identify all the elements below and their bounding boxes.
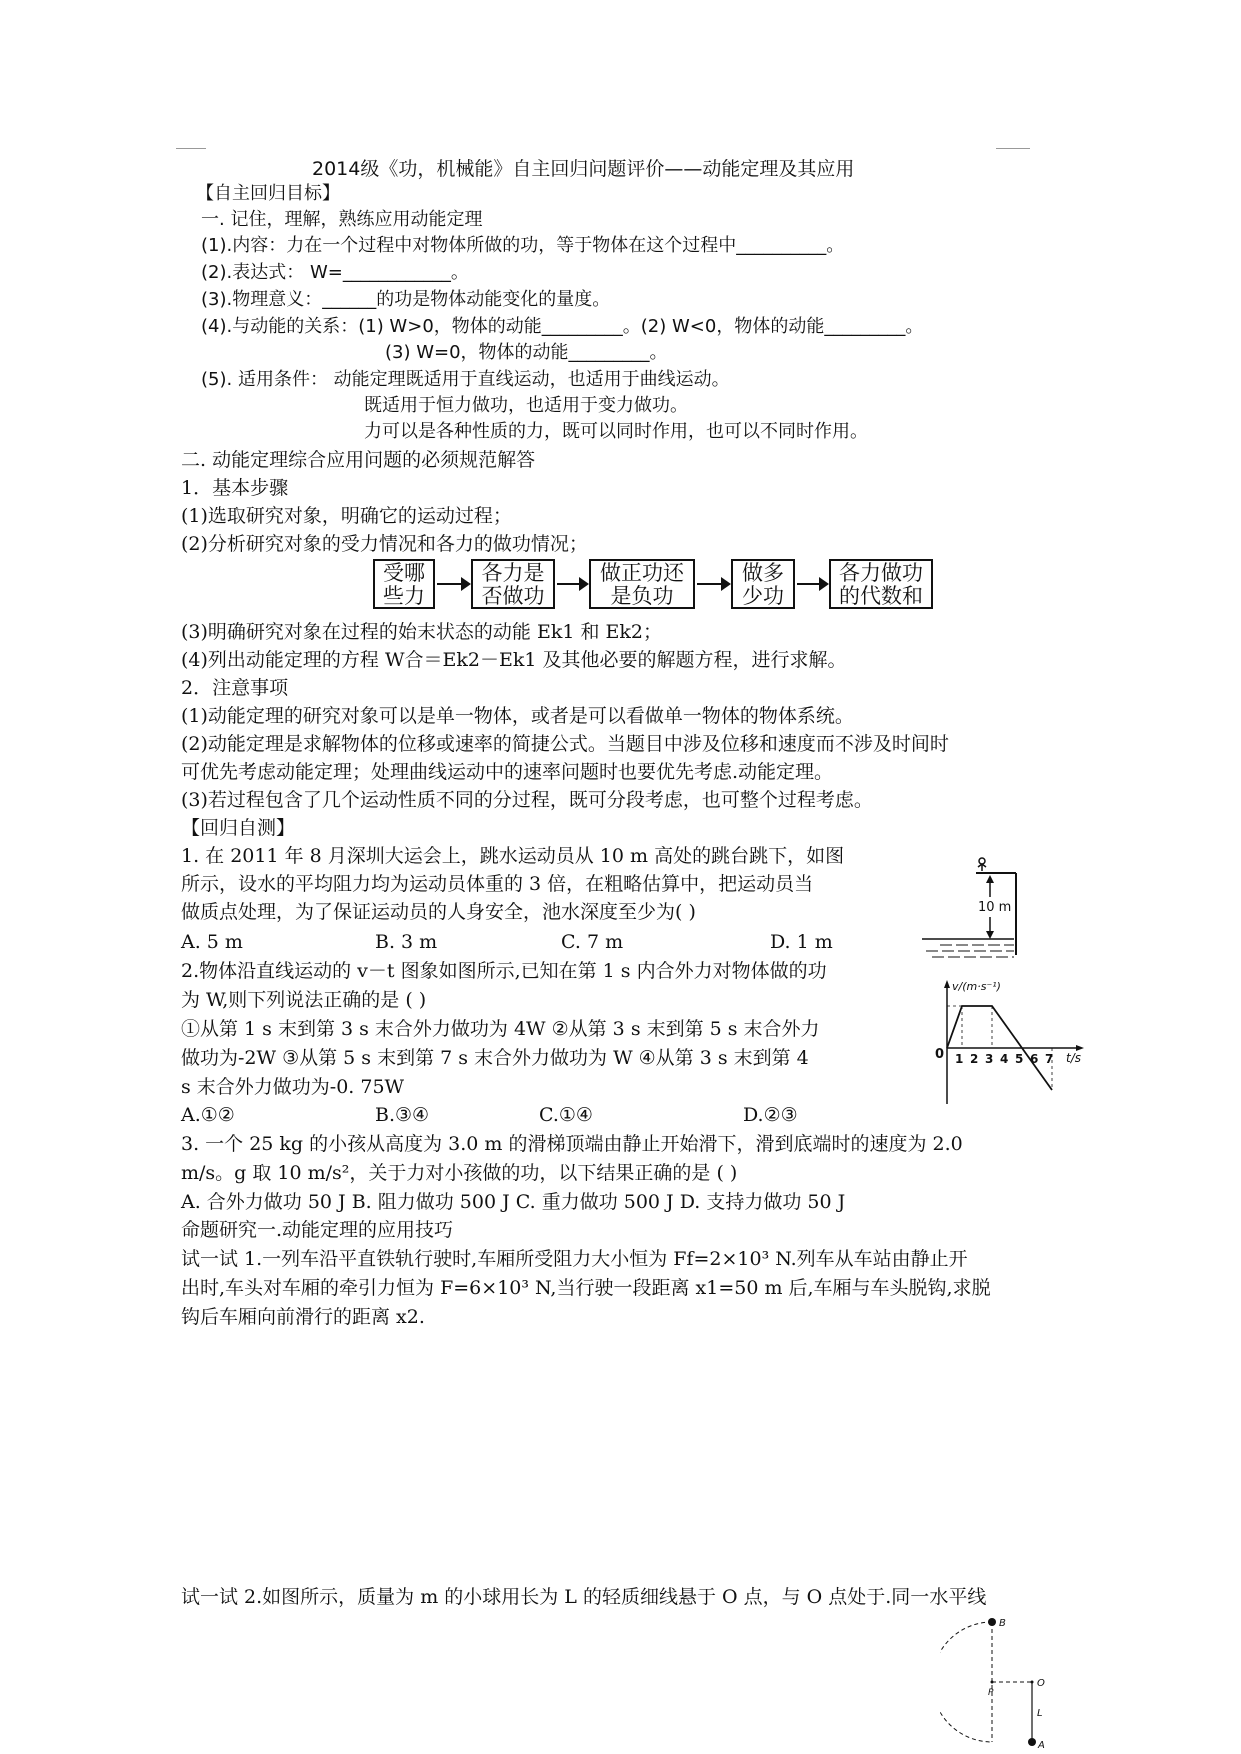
- note-1: (1)动能定理的研究对象可以是单一物体，或者是可以看做单一物体的物体系统。: [181, 705, 854, 727]
- flow-arrow: [557, 583, 587, 585]
- steps-flowchart: [373, 559, 923, 613]
- try1-line-a: 试一试 1.一列车沿平直铁轨行驶时,车厢所受阻力大小恒为 Ff=2×10³ N.列车从车站由静止开: [181, 1248, 968, 1270]
- q1-option-d: D. 1 m: [770, 931, 833, 953]
- page-title: 2014级《功，机械能》自主回归问题评价——动能定理及其应用: [312, 158, 855, 180]
- flow-box-1: 受哪 些力: [373, 559, 435, 609]
- label-o: O: [1037, 1678, 1045, 1689]
- section-goal: 【自主回归目标】: [196, 183, 340, 204]
- q2-line-e: s 末合外力做功为-0. 75W: [181, 1076, 405, 1098]
- q2-tick-4: 4: [1000, 1052, 1009, 1066]
- try2-pendulum-figure: [940, 1608, 1050, 1754]
- header-rule-right: [996, 148, 1030, 149]
- goal-1: 一. 记住，理解，熟练应用动能定理: [201, 209, 483, 230]
- q1-option-a: A. 5 m: [181, 931, 243, 953]
- q2-xlabel: t/s: [1066, 1051, 1081, 1065]
- q2-tick-3: 3: [985, 1052, 994, 1066]
- q2-line-b: 为 W,则下列说法正确的是 ( ): [181, 989, 427, 1011]
- q1-line-a: 1. 在 2011 年 8 月深圳大运会上，跳水运动员从 10 m 高处的跳台跳下，如图: [181, 845, 845, 867]
- try1-line-b: 出时,车头对车厢的牵引力恒为 F=6×10³ N,当行驶一段距离 x1=50 m 后,车厢与车头脱钩,求脱: [181, 1277, 991, 1299]
- flow-arrow: [697, 583, 729, 585]
- q2-tick-2: 2: [970, 1052, 979, 1066]
- q2-ylabel: v/(m·s⁻¹): [952, 980, 1001, 993]
- q1-diving-figure: [918, 855, 1058, 961]
- q2-tick-5: 5: [1015, 1052, 1024, 1066]
- q3-options: A. 合外力做功 50 J B. 阻力做功 500 J C. 重力做功 500 J D. 支持力做功 50 J: [181, 1191, 846, 1213]
- header-rule-left: [176, 148, 206, 149]
- section-2-heading: 二. 动能定理综合应用问题的必须规范解答: [181, 449, 536, 471]
- flow-box-4: 做多 少功: [731, 559, 795, 609]
- q2-vt-graph: [930, 976, 1090, 1108]
- q1-option-b: B. 3 m: [375, 931, 438, 953]
- flow-box-2: 各力是 否做功: [471, 559, 555, 609]
- q1-line-b: 所示，设水的平均阻力均为运动员体重的 3 倍，在粗略估算中，把运动员当: [181, 873, 814, 895]
- flow-arrow: [797, 583, 827, 585]
- q3-line-b: m/s。g 取 10 m/s²，关于力对小孩做的功，以下结果正确的是 ( ): [181, 1162, 738, 1184]
- note-3: (3)若过程包含了几个运动性质不同的分过程，既可分段考虑，也可整个过程考虑。: [181, 789, 873, 811]
- flow-box-3: 做正功还 是负功: [589, 559, 695, 609]
- q1-line-c: 做质点处理，为了保证运动员的人身安全，池水深度至少为( ): [181, 901, 696, 923]
- try2-line-a: 试一试 2.如图所示，质量为 m 的小球用长为 L 的轻质细线悬于 O 点，与 O 点处于.同一水平线: [181, 1586, 987, 1608]
- section-test-heading: 【回归自测】: [181, 817, 296, 839]
- goal-1-2: (2).表达式： W=____________。: [201, 262, 469, 283]
- point-b-ball: [988, 1618, 996, 1626]
- try1-line-c: 钩后车厢向前滑行的距离 x2.: [181, 1306, 425, 1328]
- q3-line-a: 3. 一个 25 kg 的小孩从高度为 3.0 m 的滑梯顶端由静止开始滑下，滑到底端时的速度为 2.0: [181, 1133, 963, 1155]
- q2-line-d: 做功为-2W ③从第 5 s 末到第 7 s 末合外力做功为 W ④从第 3 s 末到第 4: [181, 1047, 809, 1069]
- note-2b: 可优先考虑动能定理；处理曲线运动中的速率问题时也要优先考虑.动能定理。: [181, 761, 834, 783]
- flow-box-5: 各力做功 的代数和: [829, 559, 933, 609]
- step-1: (1)选取研究对象，明确它的运动过程；: [181, 505, 512, 527]
- steps-title: 1．基本步骤: [181, 477, 289, 499]
- q2-option-b: B.③④: [375, 1104, 430, 1126]
- study-title: 命题研究一.动能定理的应用技巧: [181, 1219, 454, 1241]
- flow-arrow: [437, 583, 469, 585]
- q2-option-a: A.①②: [181, 1104, 235, 1126]
- q2-origin: 0: [935, 1047, 945, 1062]
- step-3: (3)明确研究对象在过程的始末状态的动能 Ek1 和 Ek2；: [181, 621, 662, 643]
- q2-tick-7: 7: [1045, 1052, 1054, 1066]
- label-a: A: [1038, 1740, 1045, 1751]
- q2-option-c: C.①④: [539, 1104, 593, 1126]
- q2-option-d: D.②③: [743, 1104, 798, 1126]
- step-2: (2)分析研究对象的受力情况和各力的做功情况；: [181, 533, 588, 555]
- goal-1-5b: 既适用于恒力做功，也适用于变力做功。: [364, 395, 688, 416]
- label-p: P: [988, 1688, 994, 1698]
- goal-1-5a: (5). 适用条件： 动能定理既适用于直线运动，也适用于曲线运动。: [201, 369, 730, 390]
- point-a-ball: [1028, 1738, 1036, 1746]
- q1-height-label: 10 m: [978, 900, 1012, 915]
- goal-1-3: (3).物理意义：______的功是物体动能变化的量度。: [201, 289, 611, 310]
- q2-ticks: [955, 1052, 1053, 1066]
- goal-1-4b: (3) W=0，物体的动能_________。: [385, 342, 668, 363]
- note-2a: (2)动能定理是求解物体的位移或速率的简捷公式。当题目中涉及位移和速度而不涉及时间时: [181, 733, 949, 755]
- label-b: B: [999, 1618, 1006, 1629]
- q2-tick-6: 6: [1030, 1052, 1039, 1066]
- q2-tick-1: 1: [955, 1052, 964, 1066]
- q1-option-c: C. 7 m: [561, 931, 624, 953]
- goal-1-5c: 力可以是各种性质的力，既可以同时作用，也可以不同时作用。: [364, 421, 868, 442]
- goal-1-1: (1).内容：力在一个过程中对物体所做的功，等于物体在这个过程中__________。: [201, 235, 845, 256]
- notes-title: 2．注意事项: [181, 677, 289, 699]
- q2-line-c: ①从第 1 s 末到第 3 s 末合外力做功为 4W ②从第 3 s 末到第 5 s 末合外力: [181, 1018, 820, 1040]
- goal-1-4a: (4).与动能的关系：(1) W>0，物体的动能_________。(2) W<0，物体的动能_________。: [201, 316, 924, 337]
- q2-line-a: 2.物体沿直线运动的 v－t 图象如图所示,已知在第 1 s 内合外力对物体做的功: [181, 960, 827, 982]
- label-l: L: [1037, 1708, 1043, 1719]
- step-4: (4)列出动能定理的方程 W合＝Ek2－Ek1 及其他必要的解题方程，进行求解。: [181, 649, 847, 671]
